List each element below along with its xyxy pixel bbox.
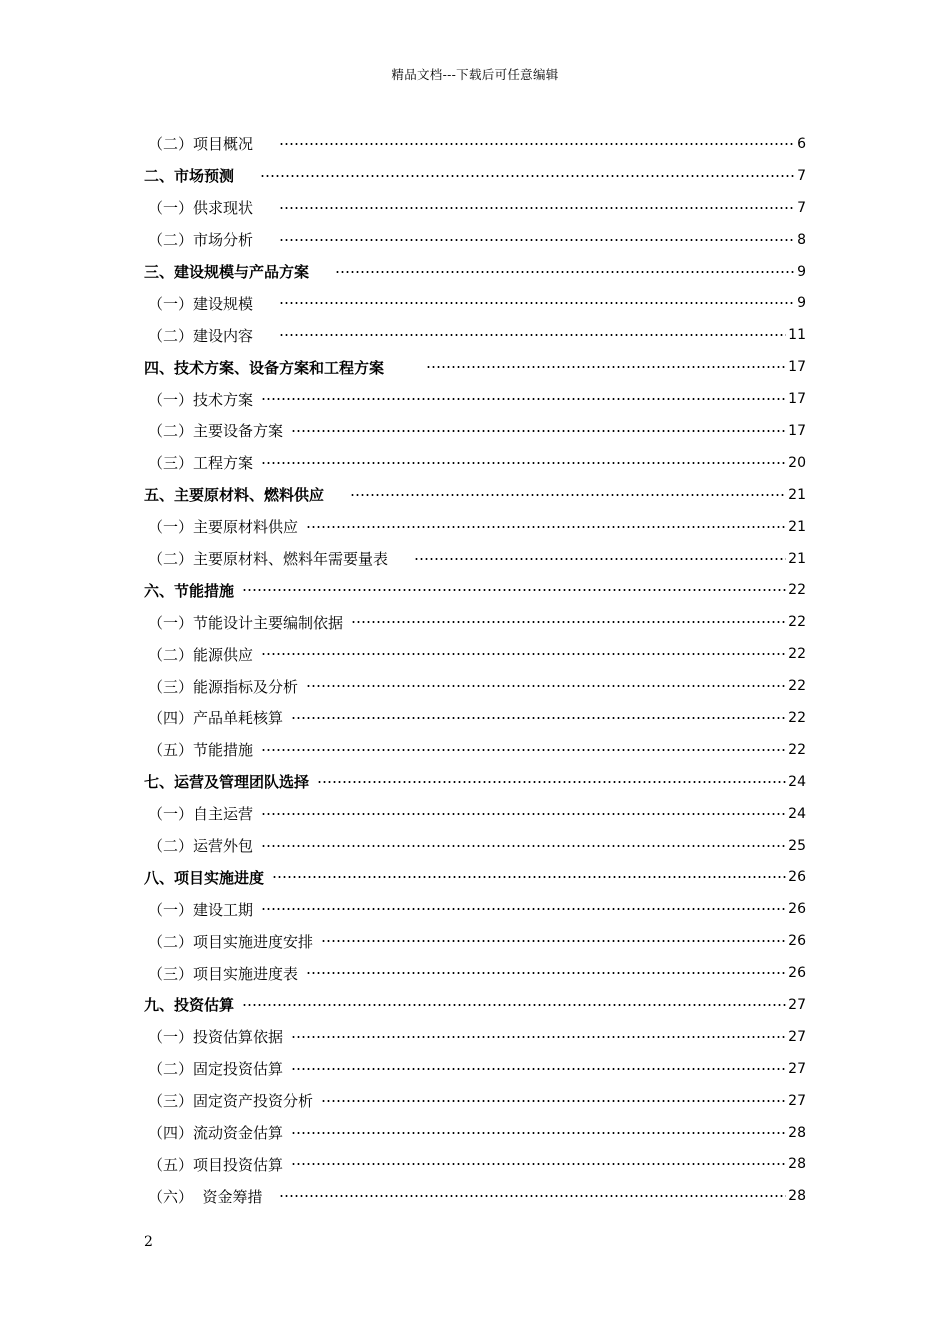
page-number: 2 (144, 1234, 153, 1250)
toc-entry-page-number: 28 (788, 1124, 806, 1141)
toc-entry-page-number: 20 (788, 454, 806, 471)
toc-entry-page-number: 27 (788, 1092, 806, 1109)
toc-entry-page-number: 22 (788, 646, 806, 663)
toc-entry-title: （二）项目实施进度安排 (148, 932, 314, 951)
toc-entry-title: （二）主要原材料、燃料年需要量表 (148, 550, 389, 569)
toc-section-entry[interactable] (144, 638, 806, 670)
toc-entry-page-number: 9 (797, 295, 806, 312)
toc-section-entry[interactable] (144, 447, 806, 479)
toc-dot-leader (261, 749, 786, 751)
toc-dot-leader (291, 1068, 786, 1070)
toc-section-entry[interactable] (144, 319, 806, 351)
toc-chapter-entry[interactable] (144, 160, 806, 192)
toc-section-entry[interactable] (144, 511, 806, 543)
toc-chapter-entry[interactable] (144, 574, 806, 606)
toc-dot-leader (279, 334, 786, 336)
toc-entry-page-number: 26 (788, 933, 806, 950)
toc-entry-page-number: 28 (788, 1188, 806, 1205)
toc-section-entry[interactable] (144, 957, 806, 989)
toc-entry-page-number: 17 (788, 359, 806, 376)
toc-entry-title: （三）项目实施进度表 (148, 964, 299, 983)
toc-entry-title: （五）节能措施 (148, 741, 254, 760)
toc-chapter-entry[interactable] (144, 861, 806, 893)
toc-entry-title: 二、市场预测 (144, 167, 235, 186)
toc-entry-page-number: 27 (788, 1060, 806, 1077)
toc-dot-leader (279, 239, 795, 241)
toc-section-entry[interactable] (144, 1085, 806, 1117)
toc-entry-title: （一）建设工期 (148, 900, 254, 919)
toc-section-entry[interactable] (144, 893, 806, 925)
toc-dot-leader (291, 430, 786, 432)
toc-entry-title: （二）主要设备方案 (148, 422, 284, 441)
toc-entry-title: （二）项目概况 (148, 135, 254, 154)
toc-entry-title: （一）节能设计主要编制依据 (148, 613, 344, 632)
toc-entry-title: （五）项目投资估算 (148, 1155, 284, 1174)
toc-section-entry[interactable] (144, 925, 806, 957)
toc-chapter-entry[interactable] (144, 766, 806, 798)
toc-dot-leader (306, 685, 786, 687)
toc-dot-leader (335, 271, 795, 273)
toc-entry-title: （一）主要原材料供应 (148, 518, 299, 537)
toc-entry-page-number: 25 (788, 837, 806, 854)
toc-dot-leader (350, 494, 786, 496)
toc-dot-leader (291, 1163, 786, 1165)
toc-entry-title: （一）供求现状 (148, 199, 254, 218)
toc-dot-leader (242, 1004, 786, 1006)
toc-entry-page-number: 6 (797, 135, 806, 152)
toc-entry-title: （三）工程方案 (148, 454, 254, 473)
toc-dot-leader (272, 876, 786, 878)
toc-dot-leader (306, 972, 786, 974)
toc-entry-page-number: 28 (788, 1156, 806, 1173)
toc-entry-page-number: 17 (788, 391, 806, 408)
toc-dot-leader (321, 1100, 786, 1102)
toc-dot-leader (426, 366, 786, 368)
toc-section-entry[interactable] (144, 1021, 806, 1053)
toc-section-entry[interactable] (144, 128, 806, 160)
toc-entry-page-number: 7 (797, 199, 806, 216)
toc-entry-page-number: 8 (797, 231, 806, 248)
toc-entry-title: 八、项目实施进度 (144, 868, 265, 887)
toc-entry-title: （一）投资估算依据 (148, 1028, 284, 1047)
toc-dot-leader (261, 813, 786, 815)
toc-entry-title: （六） 资金筹措 (148, 1187, 263, 1206)
toc-section-entry[interactable] (144, 383, 806, 415)
toc-entry-page-number: 27 (788, 996, 806, 1013)
toc-entry-page-number: 22 (788, 741, 806, 758)
toc-dot-leader (261, 398, 786, 400)
toc-chapter-entry[interactable] (144, 989, 806, 1021)
toc-dot-leader (279, 302, 795, 304)
toc-section-entry[interactable] (144, 1180, 806, 1212)
toc-section-entry[interactable] (144, 798, 806, 830)
toc-dot-leader (414, 558, 786, 560)
toc-dot-leader (351, 621, 786, 623)
toc-section-entry[interactable] (144, 224, 806, 256)
toc-chapter-entry[interactable] (144, 256, 806, 288)
toc-entry-title: （二）运营外包 (148, 837, 254, 856)
toc-dot-leader (261, 653, 786, 655)
toc-entry-page-number: 22 (788, 678, 806, 695)
toc-entry-title: （二）市场分析 (148, 231, 254, 250)
toc-dot-leader (279, 143, 795, 145)
toc-section-entry[interactable] (144, 1053, 806, 1085)
toc-dot-leader (261, 462, 786, 464)
toc-dot-leader (279, 1195, 787, 1197)
toc-entry-page-number: 24 (788, 805, 806, 822)
toc-section-entry[interactable] (144, 543, 806, 575)
toc-entry-title: （四）产品单耗核算 (148, 709, 284, 728)
toc-section-entry[interactable] (144, 670, 806, 702)
toc-entry-page-number: 22 (788, 614, 806, 631)
toc-entry-page-number: 21 (788, 518, 806, 535)
toc-section-entry[interactable] (144, 734, 806, 766)
toc-section-entry[interactable] (144, 287, 806, 319)
toc-entry-title: 五、主要原材料、燃料供应 (144, 486, 325, 505)
toc-entry-title: （二）建设内容 (148, 326, 254, 345)
toc-entry-title: 三、建设规模与产品方案 (144, 263, 310, 281)
toc-entry-page-number: 7 (797, 167, 806, 184)
toc-section-entry[interactable] (144, 1149, 806, 1181)
toc-entry-page-number: 21 (788, 550, 806, 567)
toc-entry-title: 九、投资估算 (144, 996, 235, 1015)
toc-dot-leader (261, 908, 786, 910)
toc-entry-title: （二）固定投资估算 (148, 1060, 284, 1079)
toc-entry-title: 七、运营及管理团队选择 (144, 773, 310, 792)
page-header: 精品文档---下载后可任意编辑 (391, 67, 559, 82)
toc-dot-leader (261, 845, 786, 847)
toc-chapter-entry[interactable] (144, 479, 806, 511)
toc-dot-leader (321, 940, 786, 942)
toc-dot-leader (242, 589, 786, 591)
toc-entry-page-number: 27 (788, 1028, 806, 1045)
toc-entry-title: （一）建设规模 (148, 294, 254, 313)
toc-dot-leader (306, 526, 786, 528)
toc-entry-title: （一）技术方案 (148, 390, 254, 409)
toc-dot-leader (279, 207, 795, 209)
toc-entry-title: 四、技术方案、设备方案和工程方案 (144, 358, 385, 377)
toc-dot-leader (317, 781, 786, 783)
toc-entry-page-number: 11 (788, 327, 806, 344)
toc-chapter-entry[interactable] (144, 351, 806, 383)
toc-dot-leader (260, 175, 795, 177)
toc-entry-title: 六、节能措施 (144, 581, 235, 600)
toc-entry-page-number: 9 (797, 263, 806, 280)
toc-entry-page-number: 24 (788, 773, 806, 790)
toc-entry-page-number: 22 (788, 582, 806, 599)
toc-dot-leader (291, 717, 786, 719)
toc-entry-title: （一）自主运营 (148, 805, 254, 824)
toc-entry-page-number: 17 (788, 422, 806, 439)
toc-section-entry[interactable] (144, 606, 806, 638)
toc-entry-title: （四）流动资金估算 (148, 1124, 284, 1143)
toc-dot-leader (291, 1036, 786, 1038)
toc-entry-title: （三）固定资产投资分析 (148, 1092, 314, 1111)
toc-dot-leader (291, 1132, 786, 1134)
toc-entry-page-number: 26 (788, 965, 806, 982)
toc-entry-page-number: 26 (788, 901, 806, 918)
toc-entry-title: （二）能源供应 (148, 645, 254, 664)
toc-section-entry[interactable] (144, 192, 806, 224)
toc-section-entry[interactable] (144, 1117, 806, 1149)
toc-section-entry[interactable] (144, 415, 806, 447)
toc-section-entry[interactable] (144, 830, 806, 862)
toc-entry-page-number: 21 (788, 486, 806, 503)
toc-entry-title: （三）能源指标及分析 (148, 677, 299, 696)
toc-section-entry[interactable] (144, 702, 806, 734)
table-of-contents (144, 128, 806, 1212)
toc-entry-page-number: 26 (788, 869, 806, 886)
toc-entry-page-number: 22 (788, 709, 806, 726)
